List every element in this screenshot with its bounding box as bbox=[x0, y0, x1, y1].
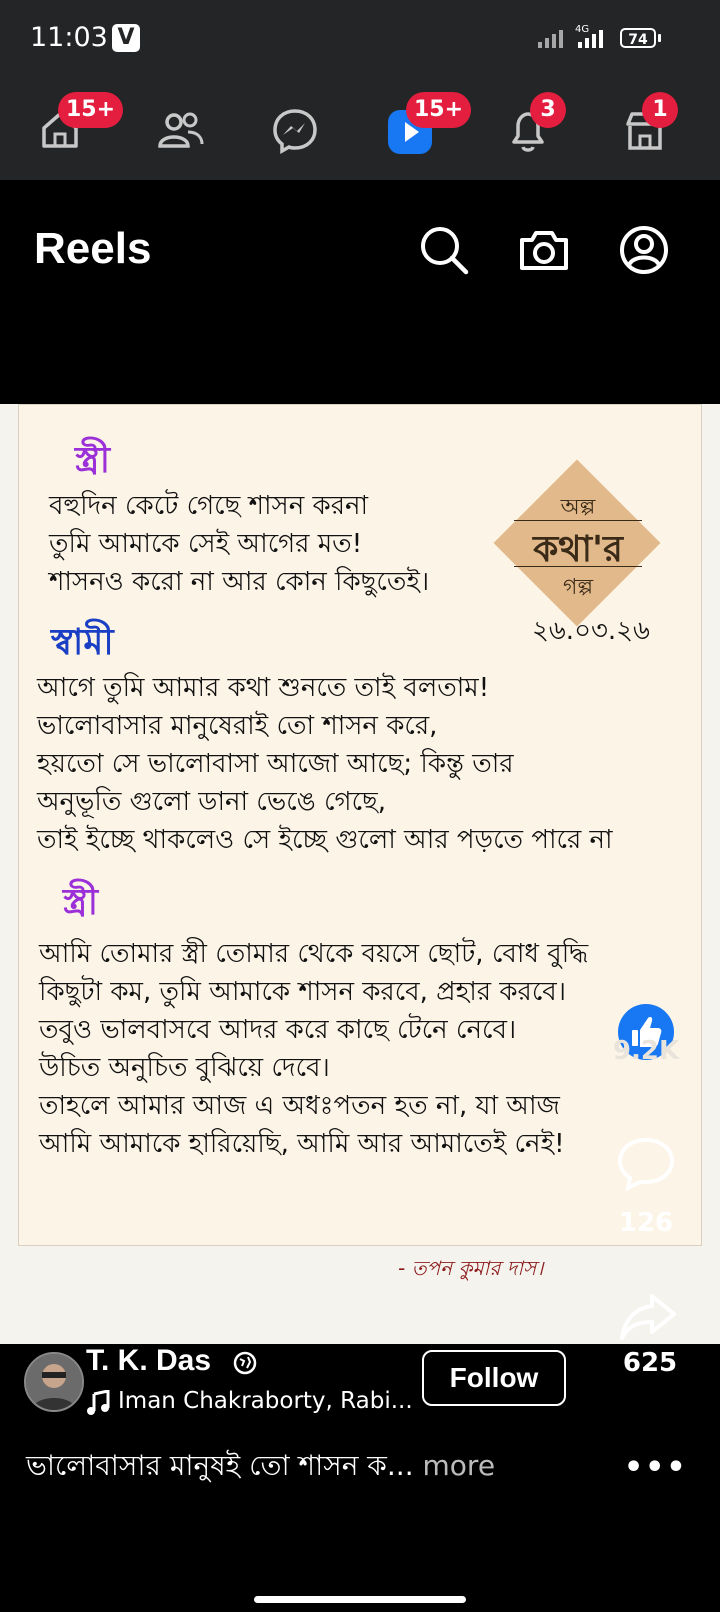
story-stamp bbox=[496, 462, 660, 626]
avatar-image bbox=[26, 1354, 82, 1410]
share-icon bbox=[618, 1292, 678, 1344]
caption-text: ভালোবাসার মানুষই তো শাসন ক... bbox=[26, 1449, 414, 1482]
poem-line: কিছুটা কম, তুমি আমাকে শাসন করবে, প্রহার করবে। bbox=[39, 977, 567, 1007]
more-options-icon[interactable]: ••• bbox=[624, 1450, 688, 1485]
caption[interactable] bbox=[26, 1444, 495, 1491]
speaker-wife-1: স্ত্রী bbox=[75, 440, 111, 481]
stamp-rule bbox=[514, 566, 642, 567]
status-bar bbox=[0, 0, 720, 78]
poem-signature: - তপন কুমার দাস। bbox=[398, 1256, 544, 1280]
poem-line: শাসনও করো না আর কোন কিছুতেই। bbox=[49, 567, 430, 597]
nav-friends[interactable] bbox=[146, 92, 216, 162]
poem-line: উচিত অনুচিত বুঝিয়ে দেবে। bbox=[39, 1053, 330, 1083]
stamp-middle-text: কথা'র bbox=[533, 529, 623, 570]
comment-icon bbox=[616, 1136, 676, 1192]
page-title: Reels bbox=[34, 224, 152, 273]
globe-icon bbox=[232, 1350, 258, 1376]
poem-line: তবুও ভালবাসবে আদর করে কাছে টেনে নেবে। bbox=[39, 1015, 517, 1045]
nav-notifications[interactable] bbox=[496, 92, 566, 162]
battery-tip bbox=[658, 34, 661, 42]
carrier-badge: V bbox=[112, 24, 140, 52]
more-link[interactable]: more bbox=[422, 1449, 496, 1482]
author-name[interactable]: T. K. Das bbox=[86, 1344, 212, 1377]
marketplace-badge: 1 bbox=[642, 92, 678, 128]
reel-footer bbox=[0, 1344, 720, 1612]
clock: 11:03 bbox=[30, 22, 108, 53]
poem-date: ২৬.০৩.২৬ bbox=[532, 616, 650, 646]
nav-messenger[interactable] bbox=[262, 92, 332, 162]
notifications-badge: 3 bbox=[530, 92, 566, 128]
profile-icon bbox=[618, 224, 670, 276]
signal-icon-2 bbox=[578, 30, 603, 48]
poem-line: আমি তোমার স্ত্রী তোমার থেকে বয়সে ছোট, বোধ বুদ্ধি bbox=[39, 939, 589, 969]
friends-icon bbox=[156, 108, 204, 152]
search-icon bbox=[418, 224, 470, 276]
camera-icon bbox=[518, 224, 570, 276]
like-count: 9.2K bbox=[612, 1036, 680, 1066]
home-indicator[interactable] bbox=[254, 1596, 466, 1603]
poem-line: তাই ইচ্ছে থাকলেও সে ইচ্ছে গুলো আর পড়তে পারে না bbox=[37, 825, 613, 855]
poem-line: বহুদিন কেটে গেছে শাসন করনা bbox=[49, 491, 369, 521]
home-badge: 15+ bbox=[58, 92, 123, 128]
share-button[interactable] bbox=[618, 1292, 678, 1344]
poem-line: আগে তুমি আমার কথা শুনতে তাই বলতাম! bbox=[37, 673, 490, 703]
comment-button[interactable] bbox=[616, 1136, 676, 1192]
profile-button[interactable] bbox=[618, 224, 670, 276]
music-track[interactable]: Iman Chakraborty, Rabi... bbox=[118, 1388, 413, 1414]
author-avatar[interactable] bbox=[24, 1352, 84, 1412]
poem-line: তুমি আমাকে সেই আগের মত! bbox=[49, 529, 363, 559]
camera-button[interactable] bbox=[518, 224, 570, 276]
stamp-bottom-text: গল্প bbox=[562, 575, 594, 600]
comment-count: 126 bbox=[618, 1208, 674, 1238]
network-label: 4G bbox=[575, 24, 590, 35]
speaker-wife-2: স্ত্রী bbox=[63, 882, 99, 923]
messenger-icon bbox=[272, 108, 318, 154]
nav-home[interactable] bbox=[28, 92, 116, 162]
music-note-icon bbox=[86, 1390, 110, 1416]
nav-reels[interactable] bbox=[376, 92, 464, 162]
signal-icon bbox=[538, 30, 563, 48]
poem-line: হয়তো সে ভালোবাসা আজো আছে; কিন্তু তার bbox=[37, 749, 514, 779]
nav-marketplace[interactable] bbox=[612, 92, 682, 162]
poem-line: ভালোবাসার মানুষেরাই তো শাসন করে, bbox=[37, 711, 438, 741]
reels-badge: 15+ bbox=[406, 92, 471, 128]
poem-line: তাহলে আমার আজ এ অধঃপতন হত না, যা আজ bbox=[39, 1091, 560, 1121]
stamp-rule bbox=[514, 520, 642, 521]
share-count: 625 bbox=[622, 1348, 678, 1378]
top-nav-bar bbox=[0, 78, 720, 180]
poem-line: আমি আমাকে হারিয়েছি, আমি আর আমাতেই নেই! bbox=[39, 1129, 565, 1159]
poem-line: অনুভূতি গুলো ডানা ভেঙে গেছে, bbox=[37, 787, 387, 817]
search-button[interactable] bbox=[418, 224, 470, 276]
stamp-top-text: অল্প bbox=[560, 495, 596, 520]
battery-icon: 74 bbox=[620, 28, 656, 48]
speaker-husband: স্বামী bbox=[51, 622, 114, 663]
reels-header bbox=[0, 180, 720, 404]
follow-button[interactable]: Follow bbox=[422, 1350, 566, 1406]
